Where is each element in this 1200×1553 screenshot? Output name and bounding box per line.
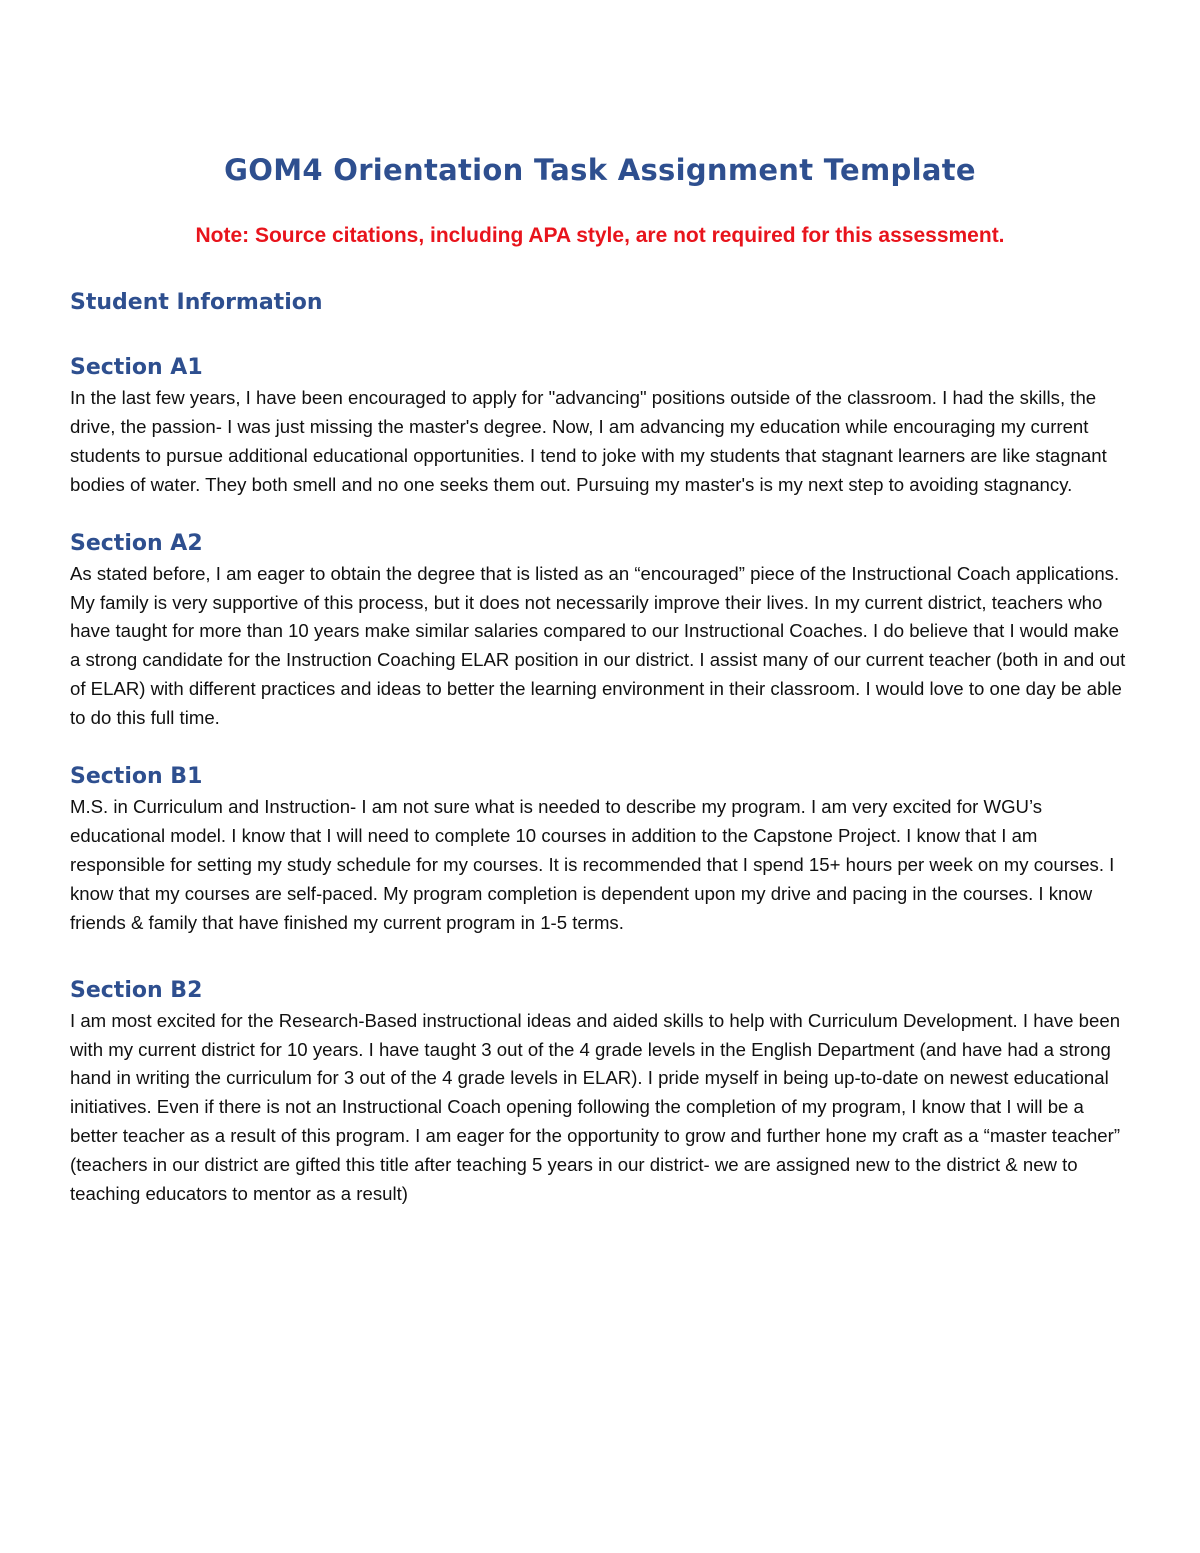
section-a2 xyxy=(70,528,1130,733)
section-a2-body: As stated before, I am eager to obtain the degree that is listed as an “encouraged” piece of the Instructional Coach applications. My family is very supportive of this process, but it does not necessarily improve their lives. In my current district, teachers who have taught for more than 10 years make similar salaries compared to our Instructional Coaches. I do believe that I would make a strong candidate for the Instruction Coaching ELAR position in our district. I assist many of our current teacher (both in and out of ELAR) with different practices and ideas to better the learning environment in their classroom. I would love to one day be able to do this full time. xyxy=(70,562,1126,729)
section-a1-heading: Section A1 xyxy=(70,355,203,380)
document-content xyxy=(70,148,1130,1209)
section-b2 xyxy=(70,975,1130,1209)
section-a2-heading: Section A2 xyxy=(70,530,203,556)
student-information-heading: Student Information xyxy=(70,290,323,315)
document-title: GOM4 Orientation Task Assignment Template xyxy=(224,153,976,187)
citation-note: Note: Source citations, including APA style, are not required for this assessment. xyxy=(195,224,1005,247)
section-b1-heading: Section B1 xyxy=(70,764,203,790)
section-a1 xyxy=(70,352,1130,500)
section-b1 xyxy=(70,761,1130,938)
section-b2-heading: Section B2 xyxy=(70,977,203,1003)
section-b1-body: M.S. in Curriculum and Instruction- I am not sure what is needed to describe my program. I am very excited for WGU’s educational model. I know that I will need to complete 10 courses in addition to the Capstone Project. I know that I am responsible for setting my study schedule for my courses. It is recommended that I spend 15+ hours per week on my courses. I know that my courses are self-paced. My program completion is dependent upon my drive and pacing in the courses. I know friends & family that have finished my current program in 1-5 terms. xyxy=(70,796,1115,933)
section-b2-body: I am most excited for the Research-Based instructional ideas and aided skills to help with Curriculum Development. I have been with my current district for 10 years. I have taught 3 out of the 4 grade levels in the English Department (and have had a strong hand in writing the curriculum for 3 out of the 4 grade levels in ELAR). I pride myself in being up-to-date on newest educational initiatives. Even if there is not an Instructional Coach opening following the completion of my program, I know that I will be a better teacher as a result of this program. I am eager for the opportunity to grow and further hone my craft as a “master teacher” (teachers in our district are gifted this title after teaching 5 years in our district- we are assigned new to the district & new to teaching educators to mentor as a result) xyxy=(70,1009,1121,1205)
section-a1-body: In the last few years, I have been encouraged to apply for "advancing" positions outside of the classroom. I had the skills, the drive, the passion- I was just missing the master's degree. Now, I am advancing my education while encouraging my current students to pursue additional educational opportunities. I tend to joke with my students that stagnant learners are like stagnant bodies of water. They both smell and no one seeks them out. Pursuing my master's is my next step to avoiding stagnancy. xyxy=(70,387,1107,495)
